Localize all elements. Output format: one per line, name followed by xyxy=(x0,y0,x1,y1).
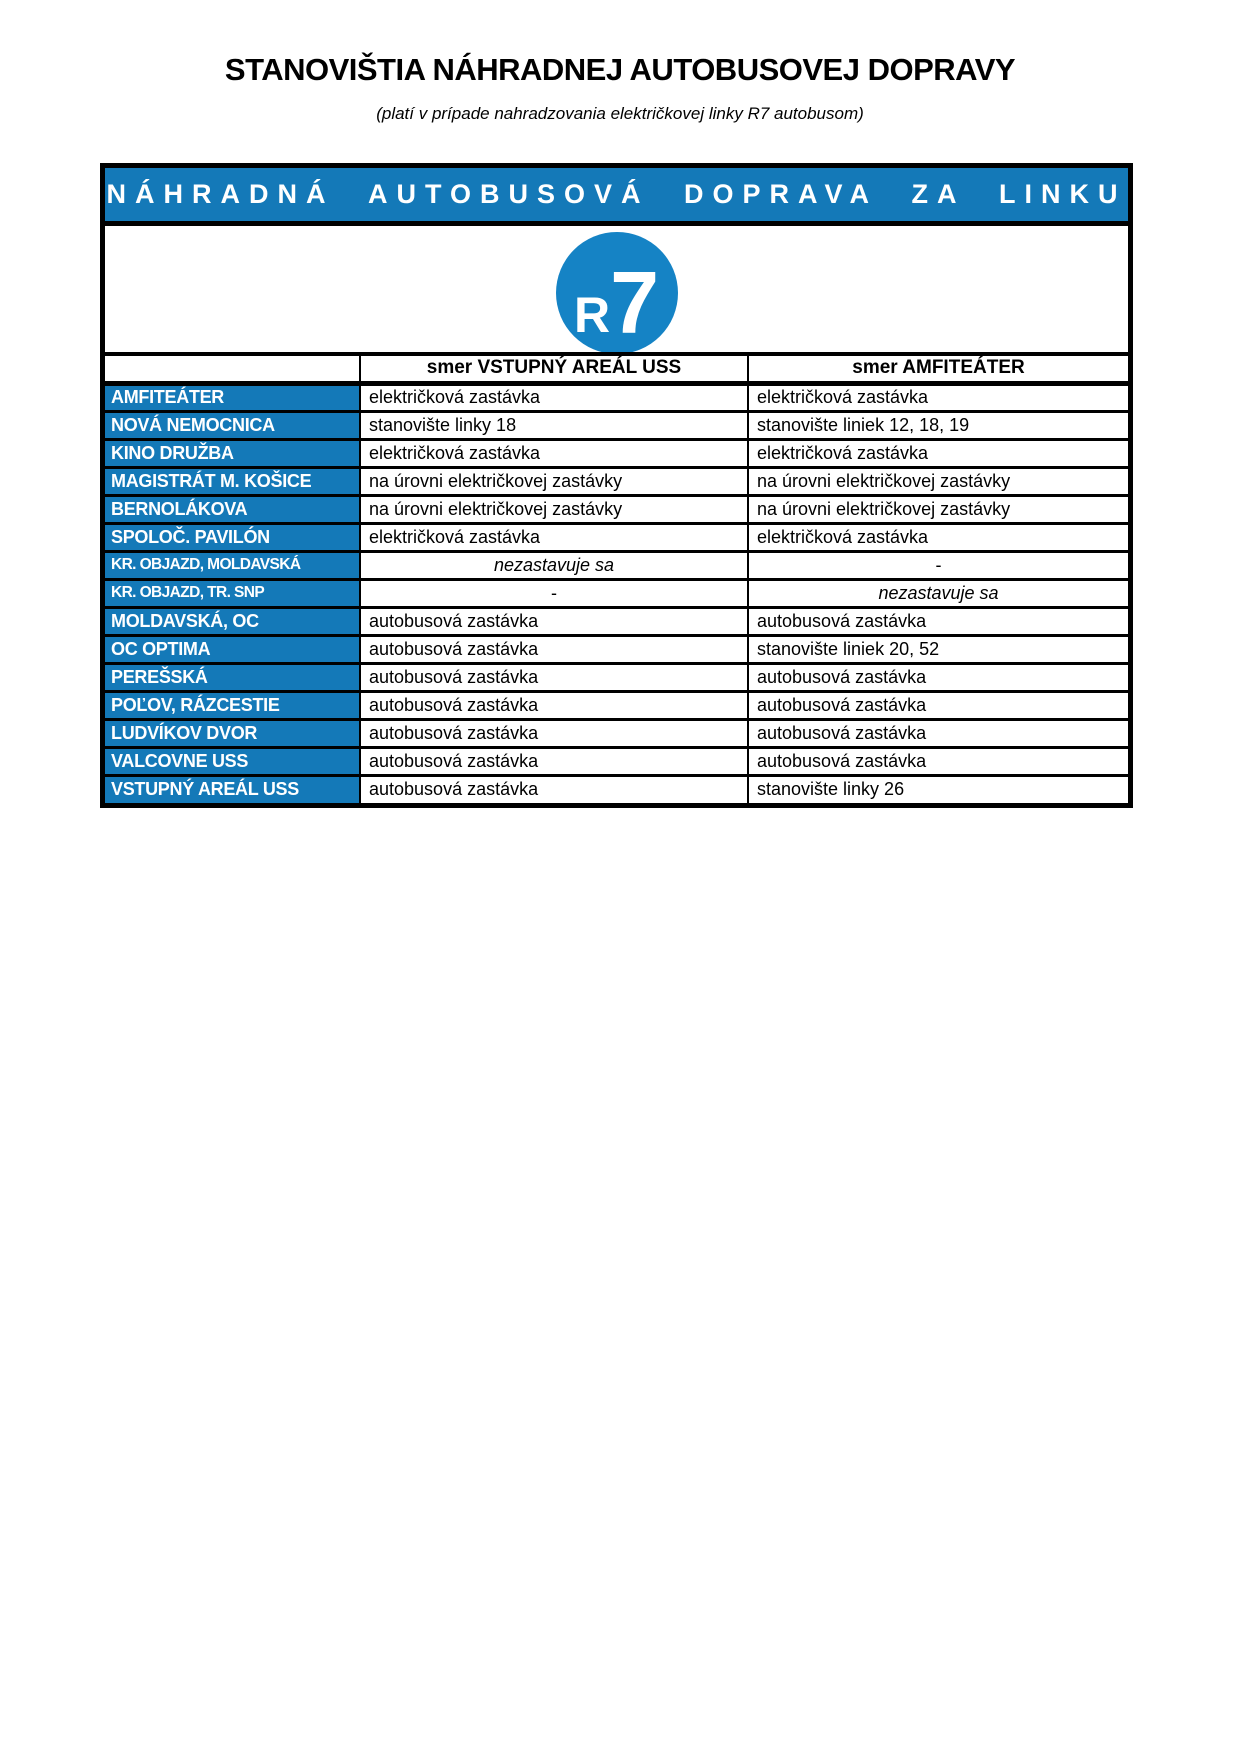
table-row xyxy=(105,635,1128,663)
dir2-cell: autobusová zastávka xyxy=(748,607,1128,635)
stop-name-cell: VSTUPNÝ AREÁL USS xyxy=(105,775,360,803)
notice-board xyxy=(100,163,1133,808)
dir1-cell: stanovište linky 18 xyxy=(360,411,748,439)
stop-name-cell: OC OPTIMA xyxy=(105,635,360,663)
logo-section xyxy=(105,226,1128,352)
col-header-dir1: smer VSTUPNÝ AREÁL USS xyxy=(360,354,748,383)
dir1-cell: električková zastávka xyxy=(360,523,748,551)
stop-name-cell: MAGISTRÁT M. KOŠICE xyxy=(105,467,360,495)
dir2-cell: na úrovni električkovej zastávky xyxy=(748,467,1128,495)
dir1-cell: autobusová zastávka xyxy=(360,663,748,691)
page-title: STANOVIŠTIA NÁHRADNEJ AUTOBUSOVEJ DOPRAVY xyxy=(224,52,1016,87)
dir2-cell: - xyxy=(748,551,1128,579)
dir2-cell: električková zastávka xyxy=(748,383,1128,411)
table-row xyxy=(105,383,1128,411)
table-row xyxy=(105,439,1128,467)
table-row xyxy=(105,663,1128,691)
dir1-cell: na úrovni električkovej zastávky xyxy=(360,467,748,495)
dir1-cell: električková zastávka xyxy=(360,439,748,467)
stop-name-cell: KR. OBJAZD, MOLDAVSKÁ xyxy=(105,551,360,579)
corner-cell xyxy=(105,354,360,383)
table-row xyxy=(105,607,1128,635)
stop-name-cell: KR. OBJAZD, TR. SNP xyxy=(105,579,360,607)
table-row xyxy=(105,579,1128,607)
page-subtitle: (platí v prípade nahradzovania električkovej linky R7 autobusom) xyxy=(376,104,864,123)
dir1-cell: autobusová zastávka xyxy=(360,747,748,775)
dir2-cell: autobusová zastávka xyxy=(748,691,1128,719)
stop-name-cell: NOVÁ NEMOCNICA xyxy=(105,411,360,439)
table-row xyxy=(105,551,1128,579)
dir2-cell: autobusová zastávka xyxy=(748,663,1128,691)
stop-name-cell: KINO DRUŽBA xyxy=(105,439,360,467)
dir1-cell: autobusová zastávka xyxy=(360,775,748,803)
dir1-cell: autobusová zastávka xyxy=(360,635,748,663)
dir2-cell: električková zastávka xyxy=(748,523,1128,551)
table-row xyxy=(105,523,1128,551)
dir1-cell: autobusová zastávka xyxy=(360,719,748,747)
table-row xyxy=(105,719,1128,747)
col-header-dir2: smer AMFITEÁTER xyxy=(748,354,1128,383)
dir2-cell: stanovište linky 26 xyxy=(748,775,1128,803)
table-row xyxy=(105,747,1128,775)
stop-name-cell: VALCOVNE USS xyxy=(105,747,360,775)
banner-text: NÁHRADNÁ AUTOBUSOVÁ DOPRAVA ZA LINKU xyxy=(106,179,1127,209)
dir1-cell: autobusová zastávka xyxy=(360,691,748,719)
stop-name-cell: AMFITEÁTER xyxy=(105,383,360,411)
table-row xyxy=(105,467,1128,495)
table-row xyxy=(105,775,1128,803)
stop-name-cell: MOLDAVSKÁ, OC xyxy=(105,607,360,635)
dir2-cell: stanovište liniek 12, 18, 19 xyxy=(748,411,1128,439)
banner xyxy=(105,168,1128,226)
table-header-row xyxy=(105,354,1128,383)
dir1-cell: nezastavuje sa xyxy=(360,551,748,579)
table-row xyxy=(105,495,1128,523)
dir1-cell: autobusová zastávka xyxy=(360,607,748,635)
stop-name-cell: BERNOLÁKOVA xyxy=(105,495,360,523)
line-r7-logo-icon xyxy=(556,232,678,352)
dir2-cell: na úrovni električkovej zastávky xyxy=(748,495,1128,523)
logo-digit-7: 7 xyxy=(610,253,660,352)
dir2-cell: autobusová zastávka xyxy=(748,719,1128,747)
table-row xyxy=(105,691,1128,719)
stop-name-cell: PEREŠSKÁ xyxy=(105,663,360,691)
dir2-cell: autobusová zastávka xyxy=(748,747,1128,775)
stop-name-cell: LUDVÍKOV DVOR xyxy=(105,719,360,747)
table-row xyxy=(105,411,1128,439)
dir1-cell: na úrovni električkovej zastávky xyxy=(360,495,748,523)
dir2-cell: električková zastávka xyxy=(748,439,1128,467)
dir2-cell: nezastavuje sa xyxy=(748,579,1128,607)
dir1-cell: električková zastávka xyxy=(360,383,748,411)
stop-name-cell: POĽOV, RÁZCESTIE xyxy=(105,691,360,719)
logo-letter-r: R xyxy=(573,287,610,343)
dir1-cell: - xyxy=(360,579,748,607)
dir2-cell: stanovište liniek 20, 52 xyxy=(748,635,1128,663)
stop-name-cell: SPOLOČ. PAVILÓN xyxy=(105,523,360,551)
replacement-stops-table xyxy=(105,352,1128,803)
